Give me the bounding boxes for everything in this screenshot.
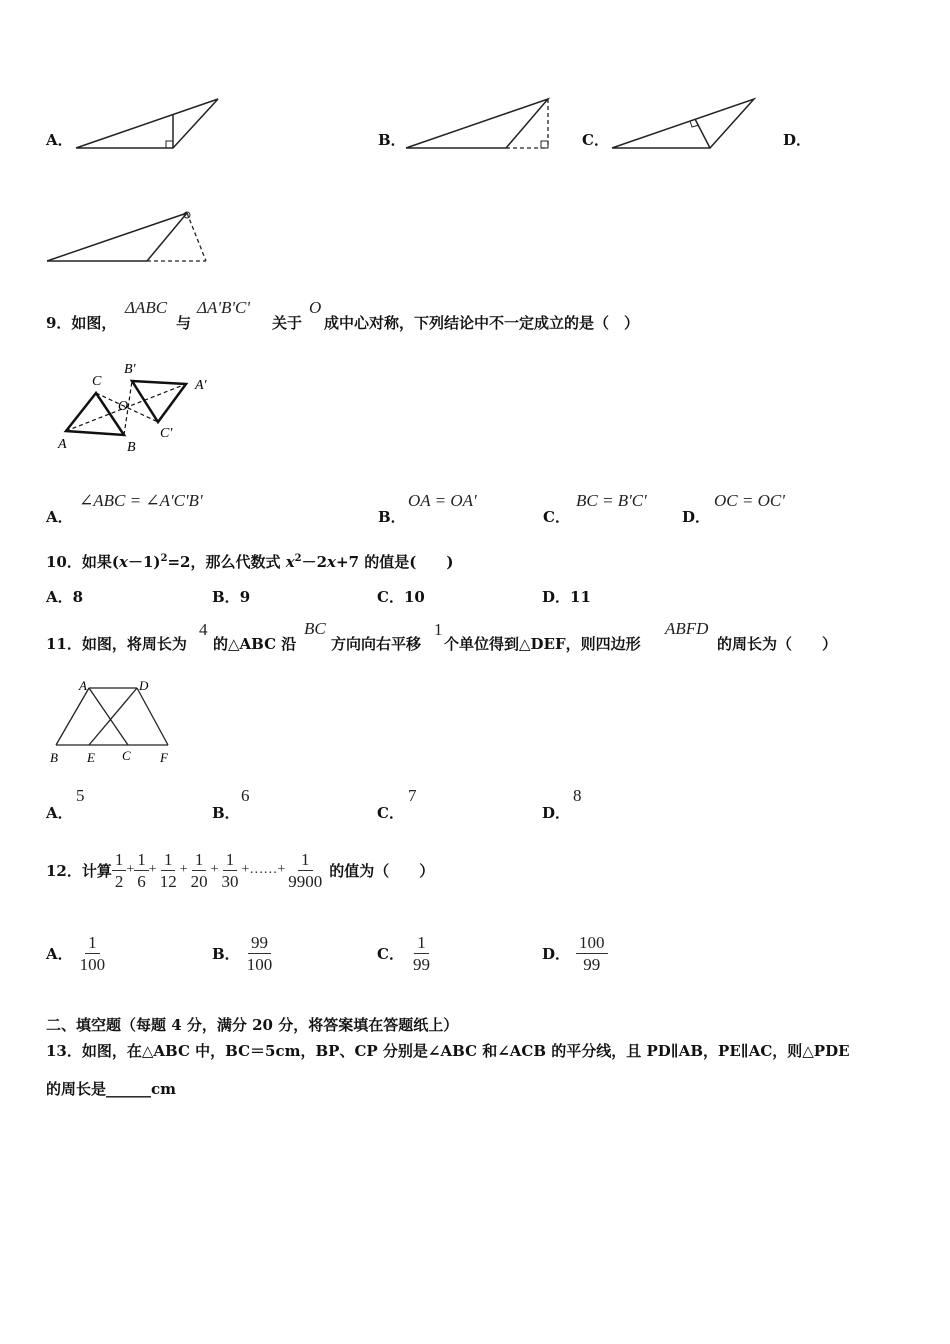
section-2-heading: 二、填空题（每题 4 分，满分 20 分，将答案填在答题纸上） [46, 1016, 459, 1034]
q8-option-d-label[interactable]: D． [783, 131, 812, 149]
q11-part4: 个单位得到△DEF，则四边形 [444, 635, 641, 653]
q11-option-c-value: 7 [408, 786, 417, 805]
q13-line-2: 的周长是______cm [46, 1080, 177, 1098]
q11-option-d-value: 8 [573, 786, 582, 805]
q11-option-d-label[interactable]: D． [542, 804, 571, 822]
q9-fig-label-c: C [92, 374, 102, 389]
q11-option-a-value: 5 [76, 786, 85, 805]
q11-fig-label-f: F [160, 750, 168, 765]
q11-fig-label-d: D [139, 678, 149, 693]
q12-frac-last: $\frac{1}{9900}$ [288, 849, 323, 891]
q9-option-b-label[interactable]: B． [378, 508, 406, 526]
q8-figure-c [606, 95, 766, 155]
q9-fig-label-o: O [118, 399, 129, 414]
q8-figure-d [40, 205, 220, 270]
q11-fig-label-e: E [87, 750, 95, 765]
q11-option-c-label[interactable]: C． [377, 804, 404, 822]
q11-option-a-label[interactable]: A． [46, 804, 73, 822]
q9-fig-label-b: B [127, 440, 136, 455]
q9-option-b-expr: OA = OA' [408, 491, 477, 510]
q8-option-a-label[interactable]: A． [46, 131, 73, 149]
q12-frac-3: $\frac{1}{12}$ [159, 849, 177, 891]
q9-option-a-expr: ∠ABC = ∠A'C'B' [79, 491, 203, 510]
q11-fig-label-c: C [122, 748, 131, 763]
q9-stem-rest: 成中心对称，下列结论中不一定成立的是（ ） [324, 314, 640, 332]
q9-option-d-label[interactable]: D． [682, 508, 711, 526]
q9-number: 9．如图， [46, 314, 117, 332]
q11-math-bc: BC [304, 619, 326, 638]
q11-part3: 方向向右平移 [331, 635, 422, 653]
q12-option-c[interactable]: C． $\frac{1}{99}$ [377, 932, 430, 974]
q13-line-1: 13．如图，在△ABC 中，BC＝5cm，BP、CP 分别是∠ABC 和∠ACB 的平分线，且 PD∥AB，PE∥AC，则△PDE [46, 1042, 850, 1060]
q8-option-b-label[interactable]: B． [378, 131, 406, 149]
q11-num-shift: 1 [434, 620, 443, 639]
q9-figure [52, 355, 222, 455]
q12-stem: 12．计算 $\frac{1}{2}$ + $\frac{1}{6}$ + $\frac{1}{12}$ + $\frac{1}{20}$ + $\frac{1}{30}$ +……+ $\frac{1}{9900}$ 的值为（ ） [46, 849, 435, 891]
q12-frac-1: $\frac{1}{2}$ [112, 849, 127, 892]
q9-about: 关于 [272, 314, 303, 332]
q9-math-abc: ΔABC [125, 298, 168, 317]
q11-fig-label-b: B [50, 750, 58, 765]
q11-math-abfd: ABFD [665, 619, 709, 638]
q12-option-b[interactable]: B． $\frac{99}{100}$ [212, 932, 273, 974]
q11-option-b-value: 6 [241, 786, 250, 805]
q12-frac-4: $\frac{1}{20}$ [190, 849, 208, 891]
q9-option-c-label[interactable]: C． [543, 508, 570, 526]
q8-option-c-label[interactable]: C． [582, 131, 609, 149]
q8-figure-b [400, 95, 560, 155]
q9-fig-label-ap: A' [195, 378, 207, 393]
q11-num-perimeter: 4 [199, 620, 208, 639]
q12-option-d[interactable]: D． $\frac{100}{99}$ [542, 928, 608, 978]
q11-fig-label-a: A [79, 678, 87, 693]
q11-part5: 的周长为（ ） [717, 635, 838, 653]
q9-math-o: O [309, 298, 322, 317]
q12-option-a[interactable]: A． $\frac{1}{100}$ [46, 932, 106, 974]
q9-fig-label-cp: C' [160, 426, 173, 441]
q9-fig-label-bp: B' [124, 362, 136, 377]
q9-with: 与 [176, 314, 192, 332]
q11-option-b-label[interactable]: B． [212, 804, 240, 822]
q11-part1: 11．如图，将周长为 [46, 635, 187, 653]
q10-option-c[interactable]: C．10 [377, 588, 425, 606]
q9-option-a-label[interactable]: A． [46, 508, 73, 526]
q9-option-d-expr: OC = OC' [714, 491, 785, 510]
q11-part2: 的△ABC 沿 [213, 635, 297, 653]
q10-option-b[interactable]: B．9 [212, 588, 251, 606]
q9-option-c-expr: BC = B'C' [576, 491, 647, 510]
q10-option-a[interactable]: A．8 [46, 588, 84, 606]
q11-figure [46, 676, 186, 768]
q12-frac-5: $\frac{1}{30}$ [221, 849, 239, 891]
q9-math-abc-prime: ΔA'B'C' [197, 298, 250, 317]
q10-option-d[interactable]: D．11 [542, 588, 591, 606]
q12-frac-2: $\frac{1}{6}$ [134, 849, 149, 892]
q9-fig-label-a: A [58, 437, 67, 452]
q8-figure-a [70, 95, 230, 155]
q10-stem: 10．如果$(x-1)^2=2$，那么代数式 $x^2-2x+7$ 的值是( ) [46, 553, 454, 571]
